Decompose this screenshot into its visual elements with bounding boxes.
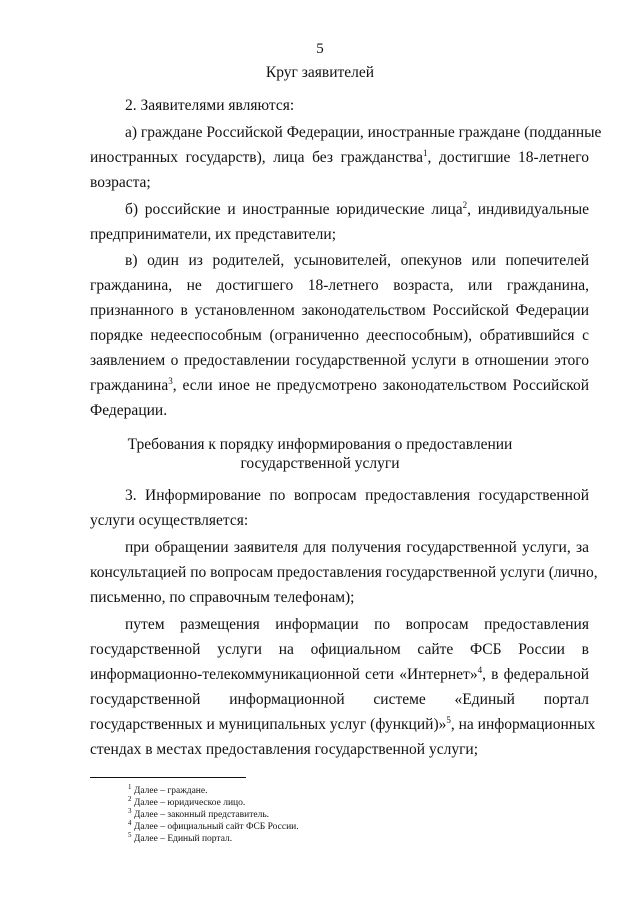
paragraph-line: порядке недееспособным (ограниченно дееспособным), обратившийся с	[90, 327, 589, 344]
paragraph-line: гражданина$^3$, если иное не предусмотрено законодательством Российской	[90, 375, 589, 394]
footnote-ref: 5	[446, 714, 451, 725]
paragraph-line: иностранных государств), лица без гражданства$^1$, достигшие 18-летнего	[90, 147, 589, 166]
paragraph-line: 2. Заявителями являются:	[125, 97, 295, 114]
paragraph-line: б) российские и иностранные юридические лица$^2$, индивидуальные	[125, 199, 589, 218]
paragraph-line: услуги осуществляется:	[90, 512, 249, 529]
section-heading-applicants: Круг заявителей	[265, 64, 375, 81]
footnote-ref: 4	[477, 664, 483, 675]
footnote: $^1$ Далее – граждане.	[128, 782, 208, 796]
footnote-ref: 1	[423, 147, 428, 158]
footnote: $^5$ Далее – Единый портал.	[128, 830, 233, 844]
paragraph-line: гражданина, не достигшего 18-летнего возраста, или гражданина,	[90, 277, 589, 294]
footnote: $^3$ Далее – законный представитель.	[128, 806, 270, 820]
paragraph-line: предприниматели, их представители;	[90, 226, 337, 243]
paragraph-line: письменно, по справочным телефонам);	[90, 589, 355, 606]
paragraph-line: государственной услуги на официальном сайте ФСБ России в	[90, 641, 589, 658]
paragraph-line: возраста;	[90, 174, 151, 191]
section-heading-informing: Требования к порядку информирования о предоставлении	[127, 436, 513, 453]
paragraph-line: при обращении заявителя для получения государственной услуги, за	[125, 539, 589, 556]
page-number: 5	[316, 41, 324, 57]
paragraph-line: а) граждане Российской Федерации, иностранные граждане (подданные	[125, 124, 602, 141]
footnote: $^2$ Далее – юридическое лицо.	[128, 794, 246, 808]
footnote-ref: 2	[462, 199, 468, 210]
footnote-ref: 3	[168, 375, 173, 386]
footnote: $^4$ Далее – официальный сайт ФСБ России.	[128, 818, 299, 832]
paragraph-line: заявлением о предоставлении государственной услуги в отношении этого	[90, 352, 589, 369]
paragraph-line: стендах в местах предоставления государственной услуги;	[90, 741, 479, 758]
paragraph-line: признанного в установленном законодательством Российской Федерации	[90, 302, 589, 319]
section-heading-informing-line2: государственной услуги	[240, 455, 400, 472]
paragraph-line: путем размещения информации по вопросам предоставления	[125, 616, 589, 633]
paragraph-line: государственной информационной системе «Единый портал	[90, 691, 589, 708]
paragraph-line: информационно-телекоммуникационной сети «Интернет»$^4$, в федеральной	[90, 664, 589, 683]
paragraph-line: Федерации.	[90, 402, 168, 419]
paragraph-line: 3. Информирование по вопросам предоставления государственной	[125, 487, 589, 504]
paragraph-line: в) один из родителей, усыновителей, опекунов или попечителей	[125, 252, 589, 269]
footnote-divider	[90, 777, 246, 778]
paragraph-line: консультацией по вопросам предоставления государственной услуги (лично,	[90, 564, 598, 581]
paragraph-line: государственных и муниципальных услуг (функций)»$^5$, на информационных	[90, 714, 596, 733]
